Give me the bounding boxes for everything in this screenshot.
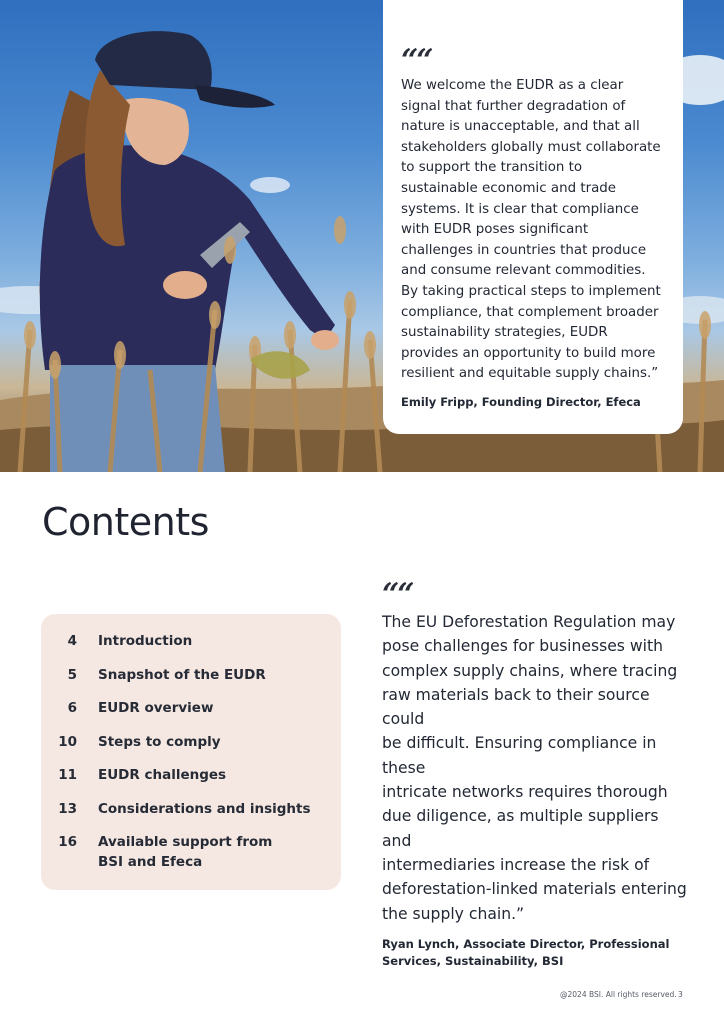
toc-page-number: 6 [67,700,77,716]
quote-line: stakeholders globally must collaborate [401,139,661,155]
top-quote-card [383,0,683,434]
toc-item-support[interactable] [41,833,341,872]
toc-page-number: 10 [58,733,77,750]
top-quote-text [401,76,665,385]
quote-line: intricate networks requires thorough [382,783,668,802]
quote-mark-icon: ““ [382,577,413,612]
toc-item-snapshot[interactable] [41,666,341,686]
quote-line: pose challenges for businesses with [382,637,663,656]
quote-line: provides an opportunity to build more [401,345,656,361]
toc-label: Introduction [98,633,193,649]
quote-line: We welcome the EUDR as a clear [401,78,624,93]
toc-label: Considerations and insights [98,800,311,817]
quote-line: systems. It is clear that compliance [401,201,639,217]
quote-line: due diligence, as multiple suppliers and [382,807,659,850]
page-title: Contents [42,500,209,544]
attribution-line: Services, Sustainability, BSI [382,954,564,969]
toc-label: EUDR overview [98,700,214,716]
quote-line: deforestation-linked materials entering [382,880,687,899]
toc-item-considerations[interactable] [41,800,341,820]
quote-line: challenges in countries that produce [401,242,647,258]
quote-mark-icon: ““ [401,43,432,78]
top-quote-attribution: Emily Fripp, Founding Director, Efeca [401,394,641,409]
toc-item-introduction[interactable] [41,632,341,652]
quote-line: compliance, that complement broader [401,304,659,320]
toc-page-number: 5 [67,666,77,683]
quote-line: signal that further degradation of [401,98,626,114]
quote-line: complex supply chains, where tracing [382,661,678,680]
toc-page-number: 16 [58,834,77,850]
toc-label: EUDR challenges [98,767,227,783]
quote-line: intermediaries increase the risk of [382,855,650,874]
quote-line: be difficult. Ensuring compliance in these [382,734,657,777]
toc-label: Snapshot of the EUDR [98,666,266,683]
quote-line: the supply chain.” [382,904,525,923]
attribution-line: Ryan Lynch, Associate Director, Professional [382,936,670,951]
quote-line: to support the transition to [401,160,583,176]
quote-line: By taking practical steps to implement [401,283,661,299]
toc-page-number: 13 [58,800,77,817]
quote-line: The EU Deforestation Regulation may [382,613,676,631]
quote-line: nature is unacceptable, and that all [401,119,640,135]
quote-line: and consume relevant commodities. [401,263,646,279]
bottom-quote-attribution [382,936,692,971]
toc-item-challenges[interactable] [41,766,341,786]
toc-page-number: 4 [67,633,77,649]
bottom-quote [382,577,692,971]
quote-line: resilient and equitable supply chains.” [401,366,659,382]
toc-label: Available support from BSI and Efeca [98,834,273,870]
bottom-quote-text [382,610,692,926]
toc-label: Steps to comply [98,733,221,750]
toc-item-steps[interactable] [41,733,341,753]
copyright-footer: @2024 BSI. All rights reserved. [560,990,677,999]
quote-line: with EUDR poses significant [401,222,589,238]
quote-line: raw materials back to their source could [382,685,650,729]
quote-line: sustainability strategies, EUDR [401,325,608,341]
toc-page-number: 11 [58,767,77,783]
toc-item-overview[interactable] [41,699,341,719]
page-number: 3 [678,990,683,999]
table-of-contents [41,614,341,890]
quote-line: sustainable economic and trade [401,180,617,196]
